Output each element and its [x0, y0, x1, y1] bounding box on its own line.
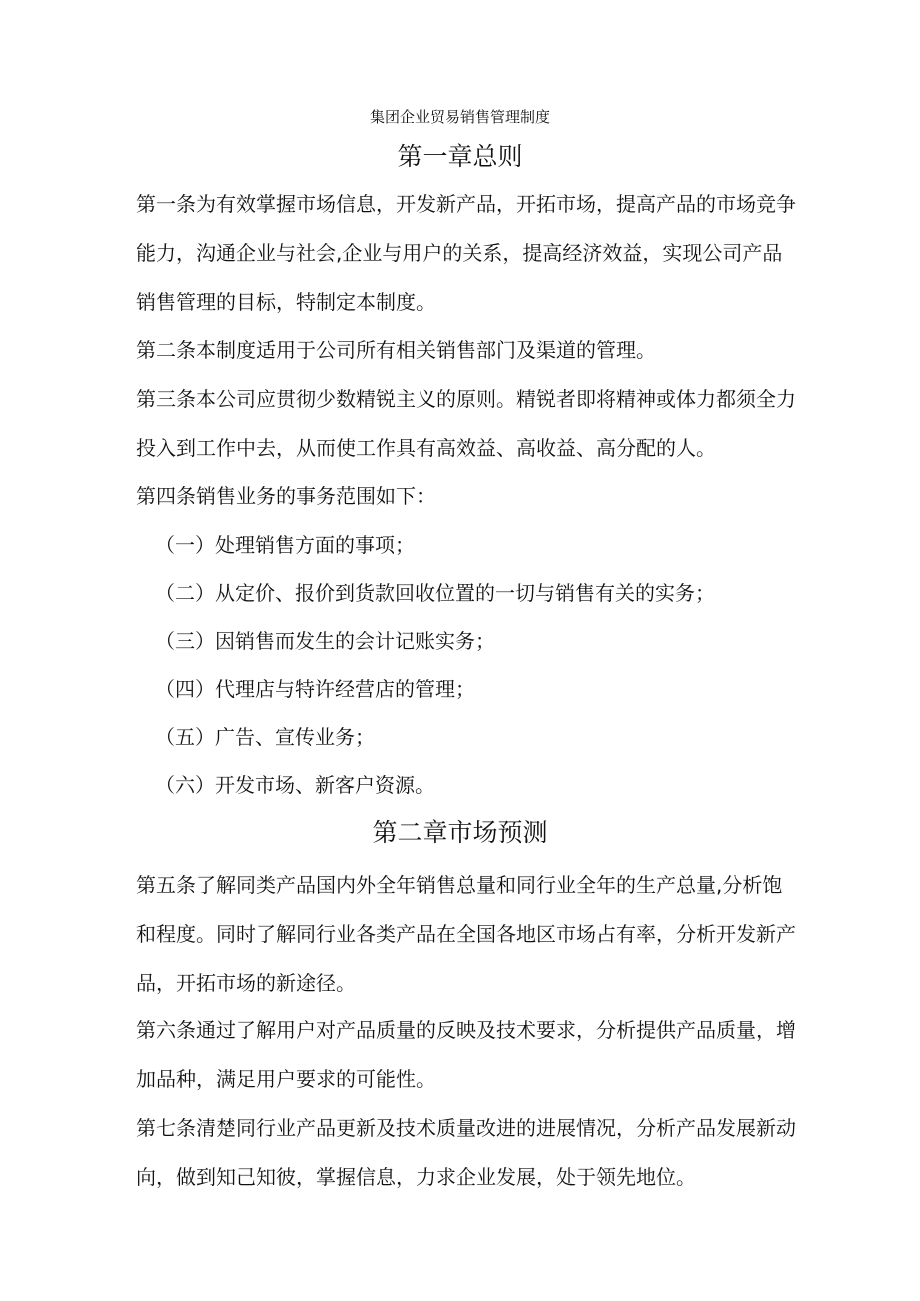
article-2: 第二条本制度适用于公司所有相关销售部门及渠道的管理。	[136, 338, 656, 362]
article-1: 第一条为有效掌握市场信息，开发新产品，开拓市场，提高产品的市场竞争能力，沟通企业与社会,企业与用户的关系，提高经济效益，实现公司产品销售管理的目标，特制定本制度。	[136, 192, 796, 314]
document-title: 集团企业贸易销售管理制度	[369, 108, 550, 126]
scope-item-6: （六）开发市场、新客户资源。	[155, 773, 435, 797]
article-6: 第六条通过了解用户对产品质量的反映及技术要求，分析提供产品质量，增加品种，满足用户要求的可能性。	[136, 1018, 796, 1091]
article-4: 第四条销售业务的事务范围如下：	[136, 484, 436, 508]
scope-item-2: （二）从定价、报价到货款回收位置的一切与销售有关的实务；	[155, 581, 715, 605]
scope-item-4: （四）代理店与特许经营店的管理；	[155, 677, 475, 701]
article-3: 第三条本公司应贯彻少数精锐主义的原则。精锐者即将精神或体力都须全力投入到工作中去，从而使工作具有高效益、高收益、高分配的人。	[136, 387, 796, 460]
scope-item-3: （三）因销售而发生的会计记账实务；	[155, 629, 495, 653]
article-7: 第七条清楚同行业产品更新及技术质量改进的进展情况，分析产品发展新动向，做到知己知彼，掌握信息，力求企业发展，处于领先地位。	[136, 1116, 796, 1189]
scope-item-5: （五）广告、宣传业务；	[155, 725, 375, 749]
chapter-1-heading: 第一章总则	[397, 142, 523, 171]
chapter-2-heading: 第二章市场预测	[372, 818, 548, 847]
article-5: 第五条了解同类产品国内外全年销售总量和同行业全年的生产总量,分析饱和程度。同时了解同行业各类产品在全国各地区市场占有率，分析开发新产品，开拓市场的新途径。	[136, 873, 796, 995]
scope-item-1: （一）处理销售方面的事项；	[155, 533, 415, 557]
